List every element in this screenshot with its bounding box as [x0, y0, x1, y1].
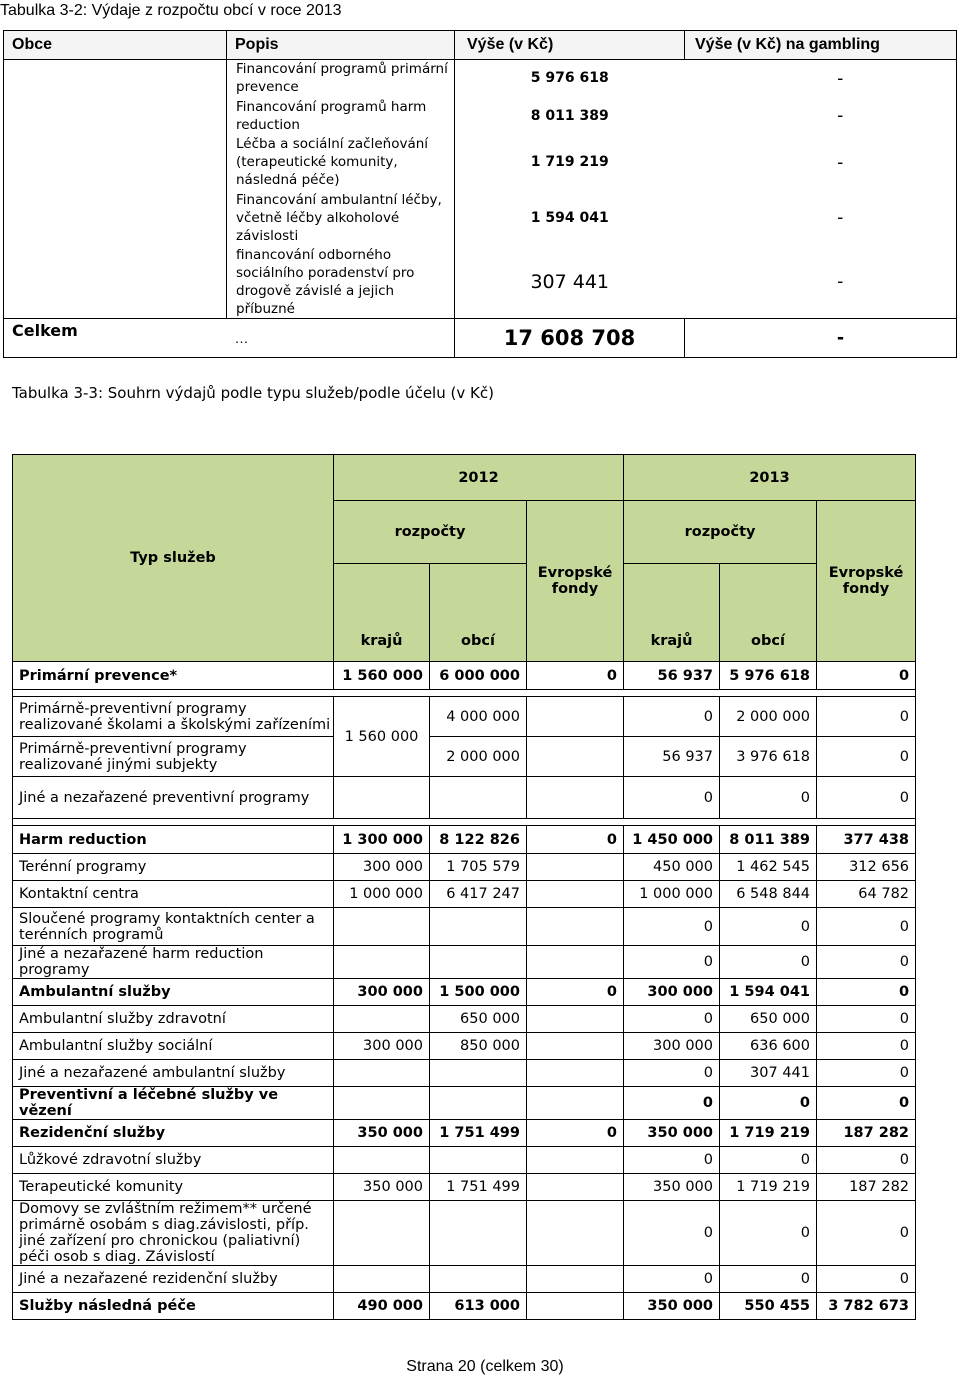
cell-value: 350 000 [334, 1174, 430, 1201]
cell-value [334, 1060, 430, 1087]
cell-value: 650 000 [430, 1006, 527, 1033]
cell-value: 300 000 [334, 1033, 430, 1060]
row-desc: Financování ambulantní léčby, včetně léčby alkoholové závislosti [227, 190, 455, 246]
row-label: Lůžkové zdravotní služby [13, 1147, 334, 1174]
row-label: Primárně-preventivní programy realizované jinými subjekty [13, 737, 334, 777]
total-value: 17 608 708 [455, 318, 685, 357]
table-row [13, 1266, 916, 1293]
total-gambling: - [685, 318, 957, 357]
row-label: Terapeutické komunity [13, 1174, 334, 1201]
table-row [13, 662, 916, 690]
header-typ-sluzeb: Typ služeb [13, 455, 334, 662]
header-eu-2012: Evropské fondy [527, 501, 624, 662]
cell-value: 1 705 579 [430, 854, 527, 881]
cell-value: 0 [817, 1201, 916, 1266]
cell-value [430, 1147, 527, 1174]
cell-value: 1 000 000 [334, 881, 430, 908]
table-3-3-caption: Tabulka 3-3: Souhrn výdajů podle typu služeb/podle účelu (v Kč) [12, 384, 494, 402]
cell-value: 350 000 [624, 1174, 720, 1201]
cell-value [527, 881, 624, 908]
row-gambling: - [685, 135, 957, 190]
cell-value: 613 000 [430, 1293, 527, 1320]
cell-value: 1 751 499 [430, 1120, 527, 1147]
header-kraju-2013: krajů [624, 564, 720, 662]
cell-value [334, 1266, 430, 1293]
row-label: Ambulantní služby [13, 979, 334, 1006]
cell-value: 850 000 [430, 1033, 527, 1060]
cell-value: 0 [817, 1033, 916, 1060]
cell-value: 0 [720, 908, 817, 946]
cell-value: 377 438 [817, 826, 916, 854]
cell-value: 1 719 219 [720, 1120, 817, 1147]
row-value: 1 719 219 [530, 154, 609, 170]
table-row [13, 1293, 916, 1320]
cell-value [430, 908, 527, 946]
cell-value: 0 [527, 826, 624, 854]
cell-value [430, 1266, 527, 1293]
obce-cell [4, 60, 227, 319]
row-label: Terénní programy [13, 854, 334, 881]
cell-value: 0 [817, 946, 916, 979]
row-label: Rezidenční služby [13, 1120, 334, 1147]
row-label: Služby následná péče [13, 1293, 334, 1320]
cell-value: 0 [817, 777, 916, 819]
cell-value: 1 500 000 [430, 979, 527, 1006]
cell-value [334, 1147, 430, 1174]
cell-value [527, 1174, 624, 1201]
cell-value [334, 1006, 430, 1033]
cell-value: 300 000 [334, 979, 430, 1006]
cell-value: 2 000 000 [430, 737, 527, 777]
cell-value: 1 719 219 [720, 1174, 817, 1201]
cell-value [334, 946, 430, 979]
cell-value: 1 751 499 [430, 1174, 527, 1201]
cell-value: 550 455 [720, 1293, 817, 1320]
cell-value: 0 [720, 1266, 817, 1293]
cell-value: 0 [817, 662, 916, 690]
row-label: Jiné a nezařazené rezidenční služby [13, 1266, 334, 1293]
row-label: Harm reduction [13, 826, 334, 854]
cell-value: 187 282 [817, 1120, 916, 1147]
cell-value [527, 737, 624, 777]
cell-value: 636 600 [720, 1033, 817, 1060]
cell-value: 0 [817, 1006, 916, 1033]
table-row [13, 697, 916, 737]
cell-value: 8 122 826 [430, 826, 527, 854]
cell-value: 1 000 000 [624, 881, 720, 908]
row-value: 8 011 389 [530, 107, 609, 124]
row-gambling: - [685, 60, 957, 97]
cell-value: 300 000 [624, 979, 720, 1006]
cell-value [527, 1293, 624, 1320]
cell-value: 0 [817, 737, 916, 777]
cell-value: 650 000 [720, 1006, 817, 1033]
cell-value [527, 1060, 624, 1087]
cell-value: 0 [624, 1006, 720, 1033]
row-value: 307 441 [530, 270, 610, 293]
cell-value: 0 [624, 1087, 720, 1120]
cell-value [430, 1201, 527, 1266]
header-year-2013: 2013 [624, 455, 916, 501]
cell-value: 0 [817, 1147, 916, 1174]
table-row [13, 946, 916, 979]
row-gambling: - [685, 97, 957, 135]
table-row [13, 1174, 916, 1201]
cell-value: 0 [624, 946, 720, 979]
row-label: Primární prevence* [13, 662, 334, 690]
cell-value: 350 000 [624, 1120, 720, 1147]
cell-value: 0 [720, 1087, 817, 1120]
row-label: Primárně-preventivní programy realizované školami a školskými zařízeními [13, 697, 334, 737]
cell-value [430, 1087, 527, 1120]
header-kraju-2012: krajů [334, 564, 430, 662]
table-row [13, 854, 916, 881]
row-label: Sloučené programy kontaktních center a terénních programů [13, 908, 334, 946]
page-footer: Strana 20 (celkem 30) [406, 1358, 564, 1375]
cell-value: 6 548 844 [720, 881, 817, 908]
cell-value: 0 [720, 777, 817, 819]
cell-value: 307 441 [720, 1060, 817, 1087]
row-label: Jiné a nezařazené ambulantní služby [13, 1060, 334, 1087]
table-row [13, 826, 916, 854]
table-row [13, 777, 916, 819]
cell-value [430, 946, 527, 979]
cell-value: 0 [720, 1147, 817, 1174]
cell-value: 0 [817, 1266, 916, 1293]
cell-value: 350 000 [334, 1120, 430, 1147]
cell-value: 490 000 [334, 1293, 430, 1320]
cell-value: 0 [624, 777, 720, 819]
cell-value: 1 560 000 [334, 662, 430, 690]
cell-value: 56 937 [624, 737, 720, 777]
table-row [13, 1147, 916, 1174]
cell-value [527, 697, 624, 737]
total-desc: … [227, 318, 455, 357]
cell-value: 6 417 247 [430, 881, 527, 908]
table-row [13, 908, 916, 946]
page-title: Tabulka 3-2: Výdaje z rozpočtu obcí v roce 2013 [0, 2, 342, 19]
cell-value [527, 1087, 624, 1120]
table-row [13, 737, 916, 777]
table-3-3 [12, 454, 916, 1320]
cell-value: 312 656 [817, 854, 916, 881]
cell-value [430, 777, 527, 819]
cell-value [527, 908, 624, 946]
cell-value [527, 946, 624, 979]
cell-value: 1 594 041 [720, 979, 817, 1006]
cell-value: 300 000 [334, 854, 430, 881]
cell-value [527, 1201, 624, 1266]
header-rozpocty-2012: rozpočty [334, 501, 527, 564]
header-vyse: Výše (v Kč) [455, 31, 685, 60]
cell-value: 0 [527, 979, 624, 1006]
row-label: Jiné a nezařazené harm reduction programy [13, 946, 334, 979]
cell-value [527, 777, 624, 819]
cell-value [527, 1147, 624, 1174]
cell-value: 4 000 000 [430, 697, 527, 737]
header-eu-2013: Evropské fondy [817, 501, 916, 662]
header-rozpocty-2013: rozpočty [624, 501, 817, 564]
cell-value: 0 [720, 946, 817, 979]
cell-value: 187 282 [817, 1174, 916, 1201]
cell-value: 6 000 000 [430, 662, 527, 690]
cell-value: 3 976 618 [720, 737, 817, 777]
cell-value: 350 000 [624, 1293, 720, 1320]
cell-value [430, 1060, 527, 1087]
spacer-row [13, 819, 916, 826]
row-label: Jiné a nezařazené preventivní programy [13, 777, 334, 819]
cell-value: 8 011 389 [720, 826, 817, 854]
cell-value: 0 [624, 908, 720, 946]
table-row [13, 1060, 916, 1087]
cell-value: 0 [624, 1266, 720, 1293]
row-desc: financování odborného sociálního poradenství pro drogově závislé a jejich příbuzné [227, 246, 455, 319]
row-desc: Financování programů harm reduction [227, 97, 455, 135]
total-label: Celkem [4, 318, 227, 357]
cell-value: 0 [817, 908, 916, 946]
row-label: Ambulantní služby sociální [13, 1033, 334, 1060]
cell-value [334, 1201, 430, 1266]
cell-value: 0 [720, 1201, 817, 1266]
table-row [13, 1033, 916, 1060]
cell-value: 300 000 [624, 1033, 720, 1060]
cell-value: 0 [817, 979, 916, 1006]
cell-value [527, 854, 624, 881]
cell-value: 56 937 [624, 662, 720, 690]
header-popis: Popis [227, 31, 455, 60]
cell-value: 1 450 000 [624, 826, 720, 854]
header-year-2012: 2012 [334, 455, 624, 501]
table-row [13, 1201, 916, 1266]
cell-value: 3 782 673 [817, 1293, 916, 1320]
cell-value: 0 [624, 1060, 720, 1087]
cell-value: 450 000 [624, 854, 720, 881]
cell-value: 0 [624, 1201, 720, 1266]
row-value: 1 594 041 [530, 209, 609, 226]
row-gambling: - [685, 190, 957, 246]
cell-value [334, 777, 430, 819]
cell-value: 1 462 545 [720, 854, 817, 881]
cell-value: 0 [817, 1087, 916, 1120]
cell-value [527, 1033, 624, 1060]
cell-value: 0 [817, 1060, 916, 1087]
row-gambling: - [685, 246, 957, 319]
cell-value: 0 [624, 1147, 720, 1174]
spacer-row [13, 690, 916, 697]
table-row [13, 979, 916, 1006]
row-label: Preventivní a léčebné služby ve vězení [13, 1087, 334, 1120]
header-vyse-gambling: Výše (v Kč) na gambling [685, 31, 957, 60]
row-desc: Léčba a sociální začleňování (terapeutické komunity, následná péče) [227, 135, 455, 190]
row-value: 5 976 618 [530, 70, 609, 87]
header-obci-2012: obcí [430, 564, 527, 662]
cell-value: 0 [624, 697, 720, 737]
cell-value: 1 560 000 [334, 697, 430, 777]
row-desc: Financování programů primární prevence [227, 60, 455, 97]
cell-value: 64 782 [817, 881, 916, 908]
cell-value [527, 1006, 624, 1033]
cell-value: 5 976 618 [720, 662, 817, 690]
cell-value: 0 [527, 662, 624, 690]
table-row [13, 1087, 916, 1120]
row-label: Kontaktní centra [13, 881, 334, 908]
cell-value: 0 [817, 697, 916, 737]
header-obci-2013: obcí [720, 564, 817, 662]
cell-value [527, 1266, 624, 1293]
row-label: Domovy se zvláštním režimem** určené primárně osobám s diag.závislosti, příp. jiné zařízení pro chronickou (paliativní) péči osob s diag. Závislostí [13, 1201, 334, 1266]
cell-value: 1 300 000 [334, 826, 430, 854]
table-row [13, 1006, 916, 1033]
table-row [13, 1120, 916, 1147]
cell-value [334, 1087, 430, 1120]
cell-value: 0 [527, 1120, 624, 1147]
table-row [13, 881, 916, 908]
cell-value [334, 908, 430, 946]
cell-value: 2 000 000 [720, 697, 817, 737]
header-obce: Obce [4, 31, 227, 60]
row-label: Ambulantní služby zdravotní [13, 1006, 334, 1033]
table-3-2 [3, 30, 957, 358]
